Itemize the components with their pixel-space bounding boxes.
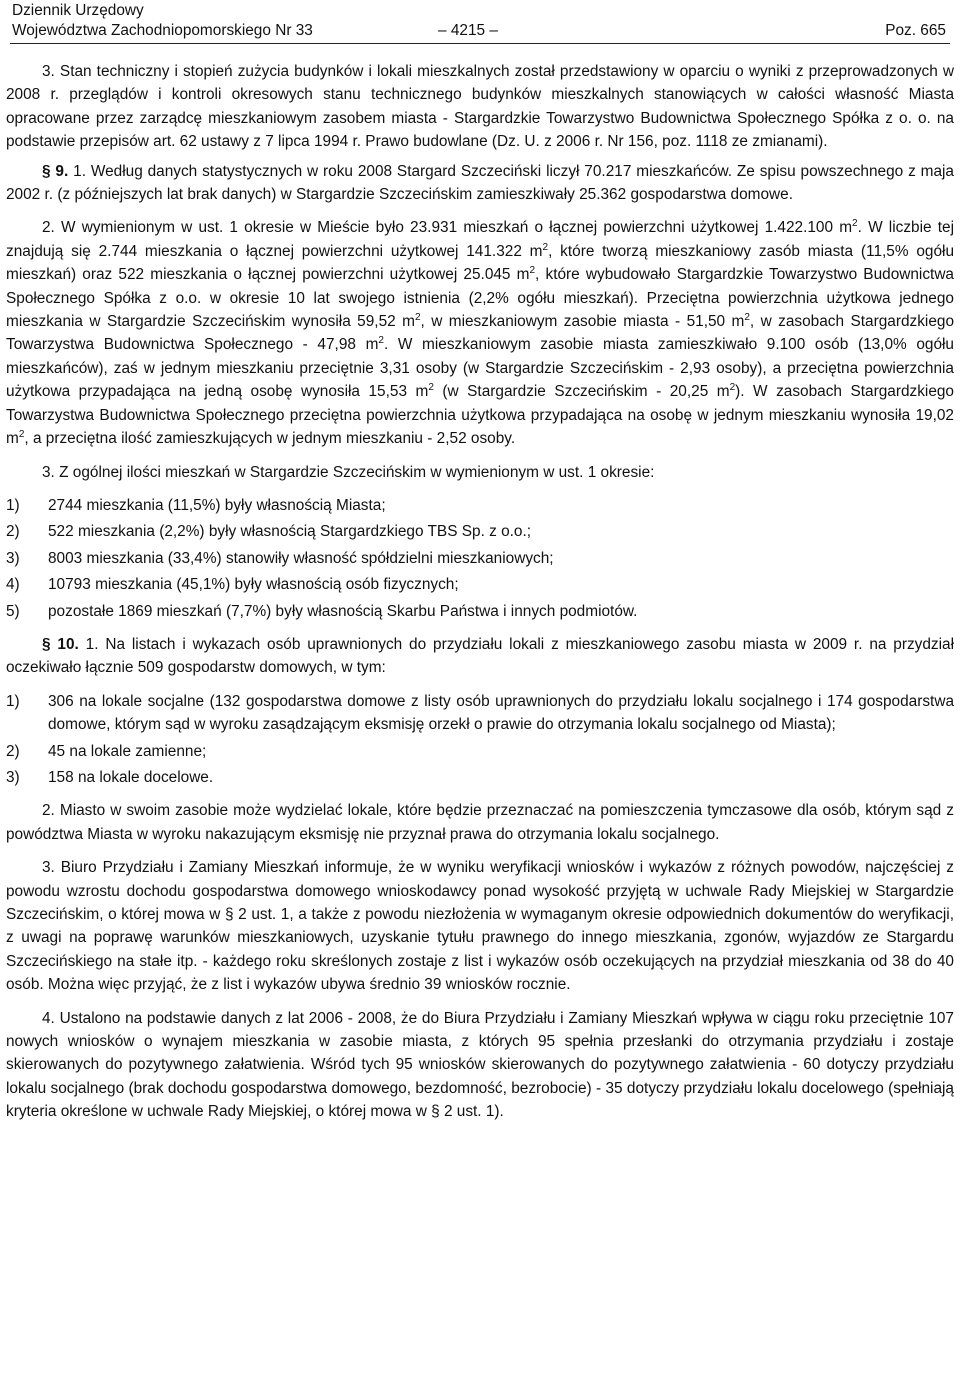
list-text: 8003 mieszkania (33,4%) stanowiły własność spółdzielni mieszkaniowych; (48, 549, 554, 567)
text-run: (w Stargardzie Szczecińskim - 20,25 m (433, 383, 730, 401)
list-number: 2) (6, 523, 20, 541)
list-item (6, 740, 954, 763)
text-run: . W liczbie tej znajdują się 2.744 mieszkania o łącznej powierzchni użytkowej 141.322 m (6, 219, 954, 260)
page-number: – 4215 – (438, 22, 498, 39)
superscript: 2 (852, 218, 858, 230)
text-run: . W mieszkaniowym zasobie miasta zamieszkiwało 9.100 osób (13,0% ogółu mieszkańców), zaś w jednym mieszkaniu przeciętnie 3,31 osoby (w Stargardzie Szczecińskim - 2,93 osoby), a przeciętna powierzchnia użytkowa przypadająca na jedną osobę wynosiła 15,53 m (6, 336, 954, 401)
superscript: 2 (729, 382, 736, 394)
list-number: 1) (6, 496, 20, 514)
journal-issue: Województwa Zachodniopomorskiego Nr 33 (12, 22, 313, 39)
superscript: 2 (414, 312, 421, 324)
list-text: 45 na lokale zamienne; (48, 742, 207, 760)
list-number: 1) (6, 692, 20, 710)
page-header (6, 0, 954, 44)
document-body (6, 44, 954, 1124)
superscript: 2 (378, 335, 384, 347)
list-text: 522 mieszkania (2,2%) były własnością Stargardzkiego TBS Sp. z o.o.; (48, 523, 532, 541)
superscript: 2 (18, 429, 25, 441)
text-run: , w mieszkaniowym zasobie miasta - 51,50 m (420, 313, 745, 331)
list-item (6, 766, 954, 789)
section-10-paragraph-3: 3. Biuro Przydziału i Zamiany Mieszkań informuje, że w wyniku weryfikacji wniosków i wykazów z różnych powodów, najczęściej z powodu wzrostu dochodu gospodarstwa domowego wnioskodawcy ponad wysokość przyjętą w uchwale Rady Miejskiej w Stargardzie Szczecińskim, o której mowa w § 2 ust. 1, a także z powodu niezłożenia w wymaganym okresie odpowiednich dokumentów do weryfikacji, z uwagi na poprawę warunków mieszkaniowych, uzyskanie tytułu prawnego do innego mieszkania, zgonów, wyjazdów ze Stargardu Szczecińskiego na stałe itp. - każdego roku skreślonych zostaje z list i wykazów osób oczekujących na przydział mieszkania od 38 do 40 osób. Można więc przyjąć, że z list i wykazów ubywa średnio 39 wniosków rocznie. (6, 859, 954, 994)
list-item (6, 494, 954, 517)
text-run: 2. W wymienionym w ust. 1 okresie w Mieście było 23.931 mieszkań o łącznej powierzchni użytkowej 1.422.100 m (42, 219, 853, 237)
section-10-paragraph-4: 4. Ustalono na podstawie danych z lat 2006 - 2008, że do Biura Przydziału i Zamiany Mieszkań wpływa w ciągu roku przeciętnie 107 nowych wniosków o wynajem mieszkania w zasobie miasta, z których 95 spełnia przesłanki do otrzymania przydziału i zostaje skierowanych do pozytywnego załatwienia. Wśród tych 95 wniosków skierowanych do pozytywnego załatwienia - 60 dotyczy przydziału lokalu socjalnego (brak dochodu gospodarstwa domowego, bezdomność, bezrobocie) - 35 dotyczy przydziału lokalu docelowego (spełniają kryteria określone w uchwale Rady Miejskiej, o której mowa w § 2 ust. 1). (6, 1009, 954, 1121)
text-run: , które wybudowało Stargardzkie Towarzystwo Budownictwa Społecznego Spółka z o.o. w okresie 10 lat swojego istnienia (2,2% ogółu mieszkań). Przeciętna powierzchnia użytkowa jednego mieszkania w Stargardzie Szczecińskim wynosiła 59,52 m (6, 266, 954, 331)
list-text: 158 na lokale docelowe. (48, 768, 214, 786)
list-number: 5) (6, 602, 20, 620)
list-text: pozostałe 1869 mieszkań (7,7%) były własnością Skarbu Państwa i innych podmiotów. (48, 602, 638, 620)
section-9-mark: § 9. (42, 162, 69, 180)
section-9-paragraph-2 (6, 216, 954, 450)
paragraph-technical-condition: 3. Stan techniczny i stopień zużycia budynków i lokali mieszkalnych został przedstawiony w oparciu o wyniki z przeprowadzonych w 2008 r. przeglądów i kontroli okresowych stanu technicznego budynków mieszkalnych stanowiących w całości własność Miasta opracowane przez zarządcę mieszkaniowym zasobem miasta - Stargardzkie Towarzystwo Budownictwa Społecznego Spółka z o. o. na podstawie przepisów art. 62 ustawy z 7 lipca 1994 r. Prawo budowlane (Dz. U. z 2006 r. Nr 156, poz. 1118 ze zmianami). (6, 63, 954, 151)
journal-title: Dziennik Urzędowy (12, 2, 144, 19)
list-item (6, 520, 954, 543)
list-number: 2) (6, 742, 20, 760)
text-run: ). W zasobach Stargardzkiego Towarzystwa Budownictwa Społecznego przeciętna powierzchnia użytkowa przypadająca na osobę w jednym mieszkaniu wynosiła 19,02 m (6, 383, 954, 448)
superscript: 2 (542, 241, 549, 253)
ownership-list (6, 494, 954, 623)
superscript: 2 (529, 265, 536, 277)
list-item (6, 690, 954, 737)
section-9-paragraph-1 (6, 160, 954, 207)
section-10-paragraph-2: 2. Miasto w swoim zasobie może wydzielać lokale, które będzie przeznaczać na pomieszczenia tymczasowe dla osób, którym sąd z powództwa Miasta w wyroku nakazującym eksmisję nie przyznał prawa do otrzymania lokalu socjalnego. (6, 802, 954, 843)
list-item (6, 547, 954, 570)
list-number: 3) (6, 549, 20, 567)
list-item (6, 600, 954, 623)
list-text: 10793 mieszkania (45,1%) były własnością osób fizycznych; (48, 576, 459, 594)
section-10-text: 1. Na listach i wykazach osób uprawnionych do przydziału lokali z mieszkaniowego zasobu miasta w 2009 r. na przydział oczekiwało łącznie 509 gospodarstw domowych, w tym: (6, 635, 955, 677)
list-text: 2744 mieszkania (11,5%) były własnością Miasta; (48, 496, 386, 514)
section-9-text: 1. Według danych statystycznych w roku 2008 Stargard Szczeciński liczył 70.217 mieszkańców. Ze spisu powszechnego z maja 2002 r. (z późniejszych lat brak danych) w Stargardzie Szczecińskim zamieszkiwały 25.362 gospodarstwa domowe. (6, 162, 954, 204)
header-divider (10, 43, 950, 44)
list-number: 3) (6, 768, 20, 786)
text-run: , które tworzą mieszkaniowy zasób miasta (11,5% ogółu mieszkań) oraz 522 mieszkania o łącznej powierzchni użytkowej 25.045 m (6, 242, 955, 284)
list-item (6, 573, 954, 596)
text-run: , w zasobach Stargardzkiego Towarzystwa Budownictwa Społecznego - 47,98 m (6, 313, 954, 354)
text-run: , a przeciętna ilość zamieszkujących w jednym mieszkaniu - 2,52 osoby. (24, 430, 516, 448)
section-9-paragraph-3: 3. Z ogólnej ilości mieszkań w Stargardzie Szczecińskim w wymienionym w ust. 1 okresie: (42, 463, 655, 481)
position-number: Poz. 665 (885, 22, 946, 39)
section-10-mark: § 10. (42, 635, 79, 653)
section-10-paragraph-1 (6, 633, 954, 680)
list-text: 306 na lokale socjalne (132 gospodarstwa domowe z listy osób uprawnionych do przydziału lokalu socjalnego i 174 gospodarstwa domowe, którym sąd w wyroku zasądzającym eksmisję orzekł o prawie do otrzymania lokalu socjalnego od Miasta); (48, 692, 954, 734)
list-number: 4) (6, 576, 20, 594)
waiting-list (6, 690, 954, 790)
superscript: 2 (744, 312, 750, 324)
superscript: 2 (428, 382, 434, 394)
